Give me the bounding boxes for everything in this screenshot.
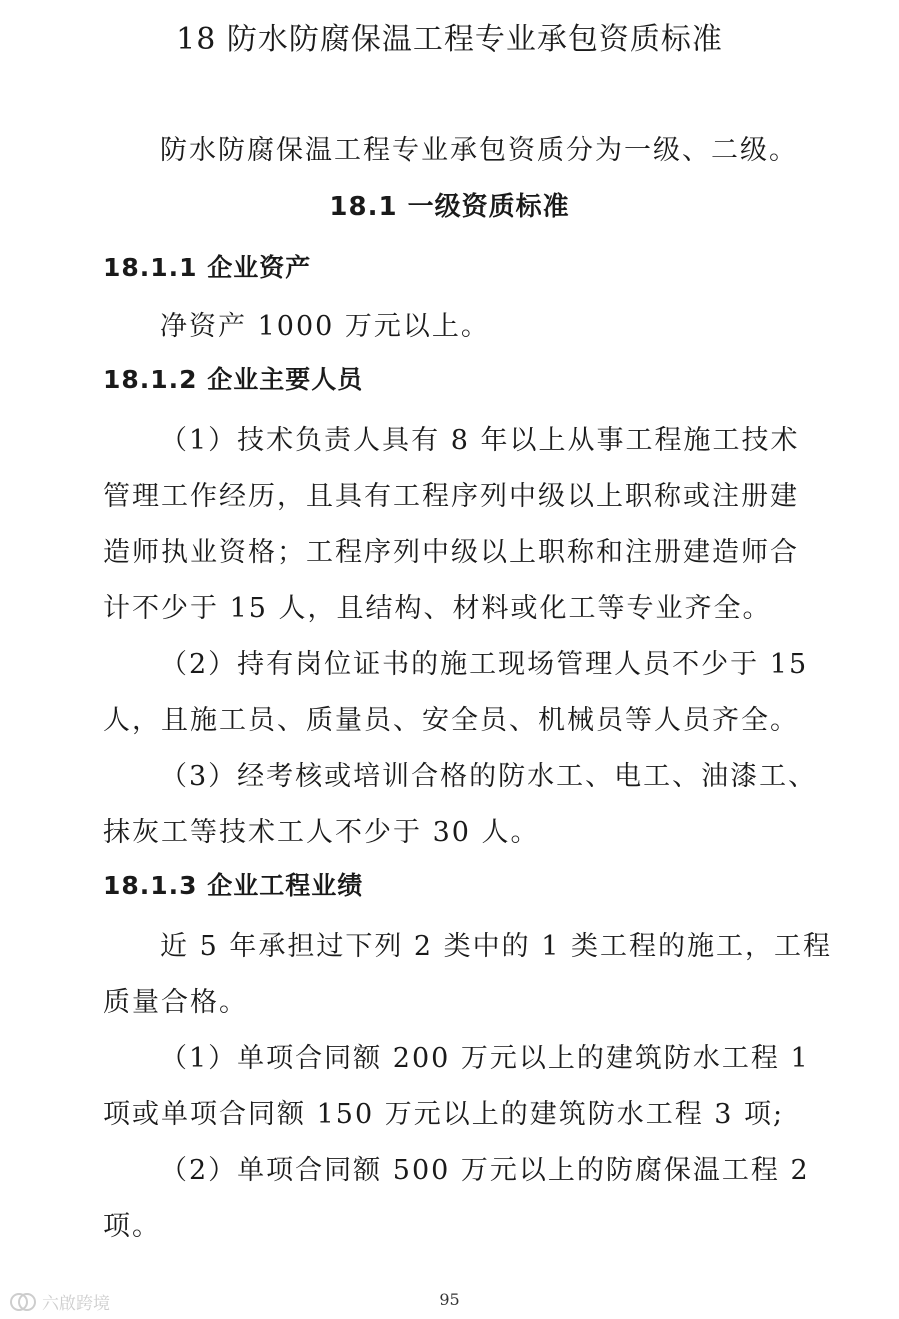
section-heading: 18.1 一级资质标准 <box>329 192 570 222</box>
paragraph-line: （3）经考核或培训合格的防水工、电工、油漆工、 <box>160 761 818 792</box>
brand-logo-icon <box>8 1291 38 1313</box>
paragraph-line: 近 5 年承担过下列 2 类中的 1 类工程的施工，工程 <box>160 931 833 962</box>
paragraph-line: 项或单项合同额 150 万元以上的建筑防水工程 3 项; <box>103 1099 785 1130</box>
paragraph-line: 造师执业资格；工程序列中级以上职称和注册建造师合 <box>103 537 799 568</box>
intro-text: 防水防腐保温工程专业承包资质分为一级、二级。 <box>160 135 798 166</box>
paragraph-line: 质量合格。 <box>103 987 248 1018</box>
paragraph-line: 计不少于 15 人，且结构、材料或化工等专业齐全。 <box>103 593 772 624</box>
subsection-heading-performance: 18.1.3 企业工程业绩 <box>103 871 364 900</box>
watermark <box>8 1289 110 1314</box>
page-title: 18 防水防腐保温工程专业承包资质标准 <box>176 22 723 57</box>
page-number: 95 <box>439 1290 460 1309</box>
paragraph-line: 管理工作经历，且具有工程序列中级以上职称或注册建 <box>103 481 799 512</box>
paragraph-line: 抹灰工等技术工人不少于 30 人。 <box>103 817 540 848</box>
assets-text: 净资产 1000 万元以上。 <box>160 311 490 342</box>
paragraph-line: （1）技术负责人具有 8 年以上从事工程施工技术 <box>160 425 800 456</box>
paragraph-line: （2）单项合同额 500 万元以上的防腐保温工程 2 <box>160 1155 810 1186</box>
watermark-text: 六啟跨境 <box>42 1294 110 1314</box>
subsection-heading-assets: 18.1.1 企业资产 <box>103 253 312 282</box>
paragraph-line: 项。 <box>103 1211 161 1242</box>
subsection-heading-personnel: 18.1.2 企业主要人员 <box>103 365 364 394</box>
paragraph-line: 人，且施工员、质量员、安全员、机械员等人员齐全。 <box>103 705 799 736</box>
paragraph-line: （1）单项合同额 200 万元以上的建筑防水工程 1 <box>160 1043 810 1074</box>
paragraph-line: （2）持有岗位证书的施工现场管理人员不少于 15 <box>160 649 809 680</box>
